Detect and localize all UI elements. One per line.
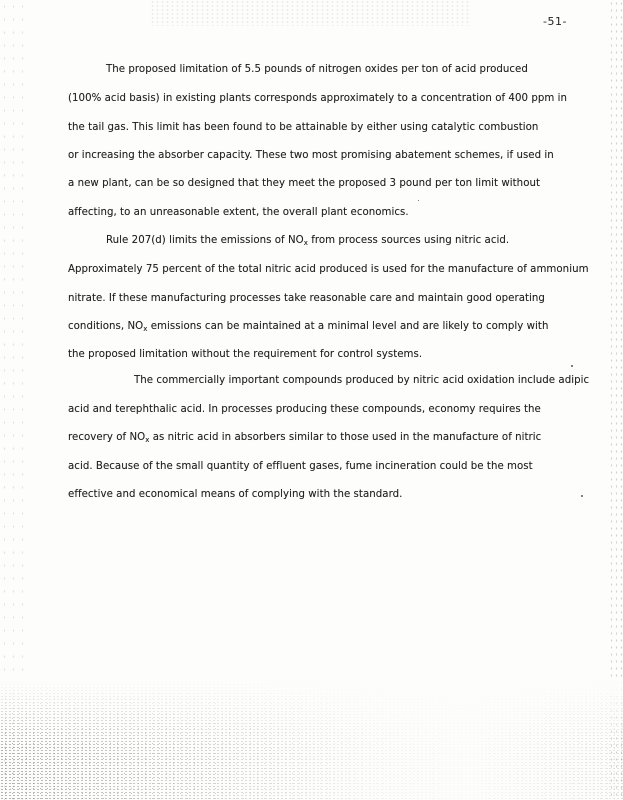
paragraph-line: effective and economical means of complying with the standard. [68,489,403,500]
text-run: recovery of NO [68,432,146,443]
text-run: emissions can be maintained at a minimal level and are likely to comply with [147,321,549,332]
page-number: -51- [543,15,567,28]
text-run: conditions, NO [68,321,144,332]
paragraph-line: The commercially important compounds produced by nitric acid oxidation include adipic [134,375,590,386]
scan-speck [581,495,583,497]
subscript-x: x [145,436,150,444]
scan-speck [418,200,419,201]
scan-speck [571,365,573,367]
scan-noise-bottom-fade [0,680,623,800]
paragraph-line: acid and terephthalic acid. In processes producing these compounds, economy requires the [68,404,541,415]
paragraph-line: (100% acid basis) in existing plants corresponds approximately to a concentration of 400 ppm in [68,93,568,104]
subscript-x: x [143,325,148,333]
subscript-x: x [303,239,308,247]
paragraph-line: a new plant, can be so designed that they meet the proposed 3 pound per ton limit without [68,178,541,189]
scan-noise-top [150,0,470,26]
paragraph-line: the tail gas. This limit has been found to be attainable by either using catalytic combustion [68,122,539,133]
text-run: Rule 207(d) limits the emissions of NO [106,235,304,246]
paragraph-line [68,431,541,447]
text-run: as nitric acid in absorbers similar to those used in the manufacture of nitric [149,432,542,443]
paragraph-line: Approximately 75 percent of the total nitric acid produced is used for the manufacture of ammonium [68,264,589,275]
paragraph-line [68,320,548,336]
paragraph-line: The proposed limitation of 5.5 pounds of nitrogen oxides per ton of acid produced [106,64,528,75]
paragraph-line: or increasing the absorber capacity. These two most promising abatement schemes, if used in [68,150,554,161]
paragraph-line: affecting, to an unreasonable extent, the overall plant economics. [68,207,409,218]
paragraph-line: nitrate. If these manufacturing processes take reasonable care and maintain good operating [68,293,545,304]
paragraph-line [106,234,509,250]
paragraph-line: acid. Because of the small quantity of effluent gases, fume incineration could be the most [68,461,533,472]
paragraph-line: the proposed limitation without the requirement for control systems. [68,349,423,360]
text-run: from process sources using nitric acid. [307,235,510,246]
